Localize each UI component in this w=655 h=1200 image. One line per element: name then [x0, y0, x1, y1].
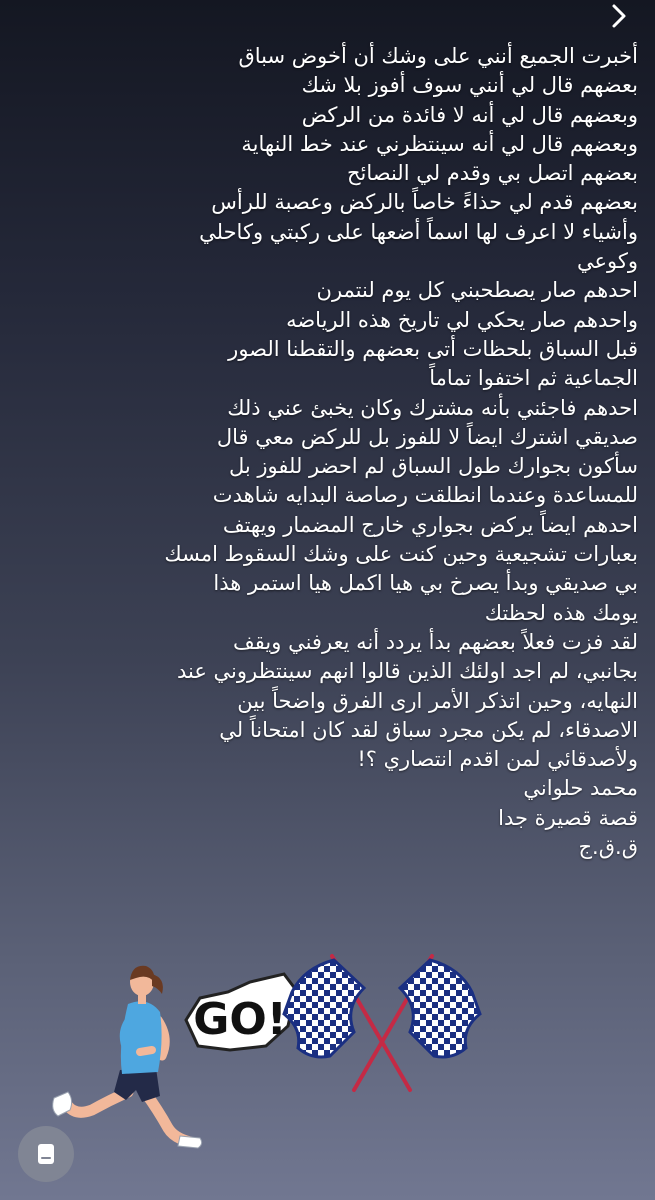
story-line: بجانبي، لم اجد اولئك الذين قالوا انهم سينتظروني عند	[176, 659, 638, 684]
story-line: وبعضهم قال لي أنه سينتظرني عند خط النهاية	[241, 131, 638, 156]
story-line: أخبرت الجميع أنني على وشك أن أخوض سباق	[238, 44, 638, 68]
go-sticker-text: GO!	[193, 994, 287, 1045]
story-text	[10, 42, 638, 862]
story-genre-abbrev: ق.ق.ج	[578, 835, 638, 860]
story-line: وكوعي	[576, 249, 638, 274]
note-icon	[35, 1142, 57, 1166]
story-genre: قصة قصيرة جدا	[498, 805, 638, 830]
story-line: احدهم صار يصطحبني كل يوم لنتمرن	[316, 278, 638, 303]
story-line: قبل السباق بلحظات أتى بعضهم والتقطنا الصور	[228, 336, 638, 361]
story-line: وبعضهم قال لي أنه لا فائدة من الركض	[301, 102, 638, 127]
story-line: بعضهم قال لي أنني سوف أفوز بلا شك	[301, 73, 638, 98]
story-line: ولأصدقائي لمن اقدم انتصاري ؟!	[357, 747, 638, 772]
story-line: الجماعية ثم اختفوا تماماً	[429, 366, 638, 391]
story-line: وأشياء لا اعرف لها اسماً أضعها على ركبتي وكاحلي	[199, 219, 638, 244]
story-author: محمد حلواني	[523, 776, 638, 801]
story-line: بعضهم قدم لي حذاءً خاصاً بالركض وعصبة للرأس	[211, 190, 638, 215]
story-line: يومك هذه لحظتك	[484, 600, 638, 625]
story-line: بي صديقي وبدأ يصرخ بي هيا اكمل هيا استمر هذا	[213, 571, 638, 596]
checkered-flags-sticker	[282, 948, 482, 1098]
story-line: بعبارات تشجيعية وحين كنت على وشك السقوط امسك	[164, 542, 638, 567]
story-line: واحدهم صار يحكي لي تاريخ هذه الرياضه	[286, 307, 638, 332]
chevron-right-icon	[608, 1, 630, 31]
story-line: للمساعدة وعندما انطلقت رصاصة البدايه شاهدت	[212, 483, 638, 508]
story-line: النهايه، وحين اتذكر الأمر ارى الفرق واضحاً بين	[237, 688, 638, 713]
note-button[interactable]	[18, 1126, 74, 1182]
story-line: احدهم فاجئني بأنه مشترك وكان يخبئ عني ذلك	[227, 395, 638, 420]
story-line: احدهم ايضاً يركض بجواري خارج المضمار ويهتف	[222, 512, 638, 537]
story-line: صديقي اشترك ايضاً لا للفوز بل للركض معي قال	[216, 424, 638, 449]
story-line: الاصدقاء، لم يكن مجرد سباق لقد كان امتحاناً لي	[219, 717, 638, 742]
story-line: لقد فزت فعلاً بعضهم بدأ يردد أنه يعرفني ويقف	[233, 629, 638, 654]
story-line: بعضهم اتصل بي وقدم لي النصائح	[346, 161, 638, 186]
next-chevron-button[interactable]	[601, 0, 637, 32]
story-line: سأكون بجوارك طول السباق لم احضر للفوز بل	[228, 454, 638, 479]
